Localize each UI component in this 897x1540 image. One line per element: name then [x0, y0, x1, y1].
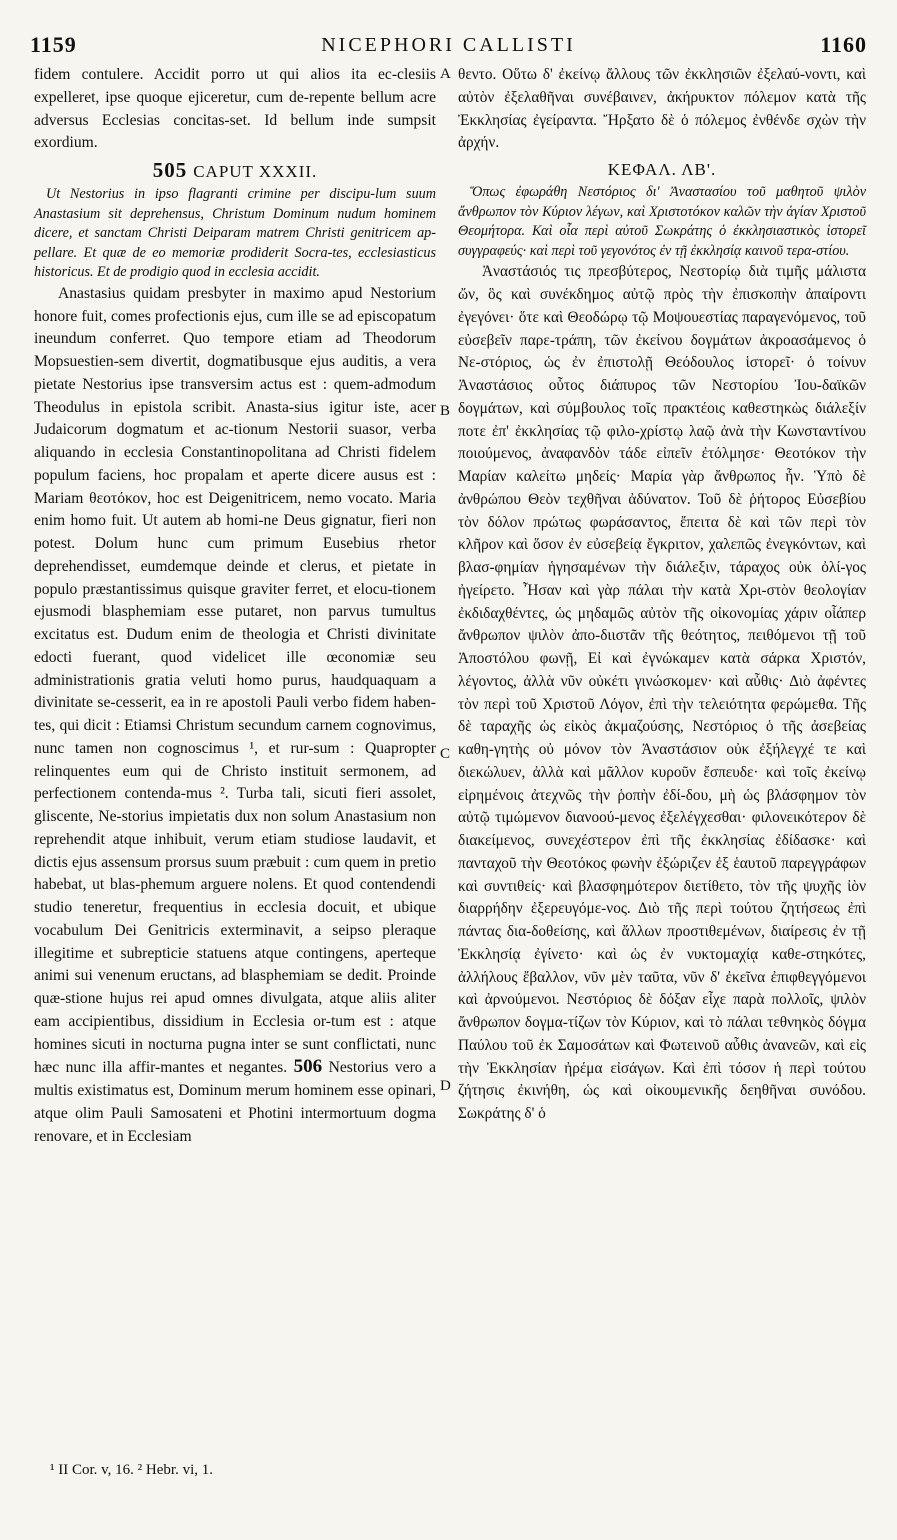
- latin-body-text: [34, 283, 436, 1149]
- latin-opening: fidem contulere. Accidit porro ut qui alios ita ec-clesiis expelleret, ipse quoque ejiceretur, cum de-repente bellum acre adversus Ecclesias concitas-set. Id bellum inde sumpsit exordium.: [34, 66, 436, 152]
- latin-section-marker: 506: [293, 1056, 323, 1078]
- latin-chapter-summary: Ut Nestorius in ipso flagranti crimine per discipu-lum suum Anastasium sit deprehensus, Christum Dominum nudum hominem dicere, et sanctam Christi Deiparam matrem Christi genitricem ap-pellare. Et quæ de eo memoriæ prodiderit Socra-tes, ecclesiasticus historicus. Et de prodigio quod in ecclesia accidit.: [34, 186, 436, 281]
- running-title: NICEPHORI CALLISTI: [321, 34, 576, 56]
- latin-column: [34, 64, 436, 1148]
- latin-body-part-2: Nestorius vero a multis existimatus est, Dominum merum hominem esse opinari, atque olim Pauli Samosateni et Photini intermortuum dogma renovare, et in Ecclesiam: [34, 1059, 437, 1145]
- page-header: [26, 32, 871, 62]
- latin-chapter-title: CAPUT XXXII.: [193, 162, 318, 181]
- margin-letter-d: D: [440, 1078, 451, 1094]
- greek-column: [458, 64, 866, 1126]
- page-number-right: 1160: [820, 32, 867, 57]
- page-number-left: 1159: [30, 32, 77, 57]
- margin-letter-a: A: [440, 66, 451, 82]
- margin-letter-c: C: [440, 746, 451, 762]
- greek-opening: θεντο. Οὕτω δ' ἐκείνῳ ἄλλους τῶν ἐκκλησιῶν ἐξελαύ-νοντι, καὶ αὐτὸν ἐξελαθῆναι συνέβαινεν, ἀκήρυκτον πόλεμον κατὰ τῆς Ἐκκλησίας ἐγείραντα. Ἤρξατο δὲ ὁ πόλεμος ἐνθένδε σχὼν τὴν ἀρχήν.: [458, 66, 866, 152]
- latin-chapter-number: 505: [152, 158, 188, 182]
- greek-body-text: Ἀναστάσιός τις πρεσβύτερος, Νεστορίῳ διὰ τιμῆς μάλιστα ὤν, ὃς καὶ συνέκδημος αὐτῷ πρὸς τὴν ἐπισκοπὴν ἀπαίροντι ἐγεγόνει· ὅτε καὶ Θεοδώρῳ τῷ Μοψουεστίας παραγενόμενος, τοῦ εὐσεβεῖν παρε-τράπη, τῶν ἐκείνου δογμάτων ἀκροασάμενος ὁ Νε-στόριος, ὡς ἐν ἐπιστολῇ Θεόδουλος ἱστορεῖ· ὁ τοίνυν Ἀναστάσιος οὗτος διάπυρος τῶν Νεστορίου Ἰου-δαϊκῶν δογμάτων, καὶ σύμβουλος τοῖς πρακτέοις καθεστηκὼς διάλεξίν ποτε ἐπ' ἐκκλησίας τῷ φιλο-χρίστῳ λαῷ ἀνὰ τὴν Κωνσταντίνου ποιούμενος, ἀναφανδὸν τάδε εἰπεῖν ἐτόλμησε· Θεοτόκον τὴν Μαρίαν καλείτω μηδείς· Μαρία γὰρ ἄνθρωπος ἦν. Ὑπὸ δὲ ἀνθρώπου Θεὸν τεχθῆναι ἀδύνατον. Τοῦ δὲ ῥήτορος Εὐσεβίου τὸν δόλον πρώτως φωράσαντος, ἔπειτα δὲ καὶ τῶν περὶ τὸν κλῆρον καὶ ὅσον ἐν εὐσεβείᾳ ἔγκριτον, χαλεπῶς ἐνεγκόντων, καὶ βλασ-φημίαν ἡγησαμένων τὴν διάλεξιν, τάραχος οὐκ ὀλί-γος ἠγείρετο. Ἦσαν καὶ γὰρ πάλαι τὴν κατὰ Χρι-στὸν θεολογίαν ἐκδιδαχθέντες, ὡς μηδαμῶς αὐτὸν τῆς οἰκονομίας χάριν οἷάπερ ἄνθρωπον ψιλὸν ἀπο-διιστᾶν τῆς θεότητος, πειθόμενοι τῇ τοῦ Ἀποστόλου φωνῇ, Εἰ καὶ ἐγνώκαμεν κατὰ σάρκα Χριστόν, λέγοντος, ἀλλὰ νῦν οὐκέτι γινώσκομεν· καὶ αὖθις· Διὸ ἀφέντες τὸν περὶ τοῦ Χριστοῦ Λόγον, ἐπὶ τὴν τελειότητα φερώμεθα. Τῆς δὲ ταραχῆς ὡς εἰκὸς ἀκμαζούσης, Νεστόριος ὁ τῆς ἀσεβείας καθη-γητὴς οὐ μόνον τὸν Ἀναστάσιον οὐκ ἐξήλεγχέ τε καὶ διεκώλυεν, ἀλλὰ καὶ μᾶλλον κυροῦν ἔσπευδε· καὶ τοῖς ἐκείνῳ εἰρημένοις ἀτεχνῶς τὴν ῥοπὴν ἐδί-δου, μὴ ὡς βλάσφημον τὸν αὐτῷ τιμώμενον διανοού-μενος ἐξελέγχεσθαι· φιλονεικότερον δὲ διακείμενος, συνεχέστερον ἐπὶ τῆς ἐκκλησίας ἐδίδασκε· καὶ πανταχοῦ τὴν Θεοτόκος φωνὴν ἐξώριζεν ἐξ ἑαυτοῦ παρεγγράφων καὶ συντιθείς· καὶ βλασφημότερον διετίθετο, τὸν τῆς ψυχῆς ἰὸν διαρρήδην ἐξερευγόμε-νος. Διὸ τῆς περὶ τούτου ζητήσεως ἐπὶ πάντας δια-δοθείσης, καὶ ἄλλων προστιθεμένων, διαίρεσις ἐν τῇ Ἐκκλησίᾳ ἐγίνετο· καὶ ὡς ἐν νυκτομαχίᾳ καθε-στηκότες, ἀλλήλους ἔβαλλον, νῦν μὲν ταῦτα, νῦν δ' ἐκεῖνα ἐπιφθεγγόμενοι καὶ ἀρνούμενοι. Νεστόριος δὲ δόξαν εἶχε παρὰ πολλοῖς, ψιλὸν ἄνθρωπον δογμα-τίζων τὸν Κύριον, καὶ τὸ πάλαι τεθνηκὸς δόγμα Παύλου τοῦ ἐκ Σαμοσάτων καὶ Φωτεινοῦ αὖθις ἀνανεῶν, καὶ εἰς τὴν Ἐκκλησίαν ἠρέμα εἰσάγων. Καὶ ἐπὶ τόσον ἡ περὶ τούτου ζήτησις ἐκινήθη, ὡς καὶ οἰκουμενικῆς δεηθῆναι συνόδου. Σωκράτης δ' ὁ: [458, 263, 866, 1123]
- margin-letter-b: B: [440, 403, 451, 419]
- greek-chapter-summary: Ὅπως ἐφωράθη Νεστόριος δι' Ἀναστασίου τοῦ μαθητοῦ ψιλὸν ἄνθρωπον τὸν Κύριον λέγων, καὶ Χριστοτόκον καλῶν τὴν ἁγίαν Χριστοῦ Θεομήτορα. Καὶ οἷα περὶ αὐτοῦ Σωκράτης ὁ ἐκκλησιαστικὸς ἱστορεῖ συγγραφεύς· καὶ περὶ τοῦ γεγονότος ἐν τῇ ἐκκλησίᾳ καινοῦ τερα-στίου.: [458, 184, 866, 259]
- latin-body-part-1: Anastasius quidam presbyter in maximo apud Nestorium honore fuit, comes profectionis ejus, cum ille se ad episcopatum ineundum conferret. Quo tempore etiam ad Theodorum Mopsuestien-sem divertit, dogmatibusque ejus auditis, a vera pietate Nestorius ipse transversim actus est : quem-admodum Theodulus in epistola scribit. Anasta-sius igitur iste, acer Judaicorum dogmatum et ac-tionum Nestorii suasor, verba aliquando in ecclesia Constantinopolitana ad Christi fidelem populum faciens, hoc propalam et aperte dicere ausus est : Mariam θεοτόκον, hoc est Deigenitricem, nemo vocato. Maria enim homo fuit. Ut autem ab homi-ne Deus gignatur, fieri non potest. Dolum hunc cum primum Eusebius rhetor deprehendisset, eumdemque deinde et clerus, et pietate in populo præstantissimus quisque graviter ferret, et elocu-tionem ejusmodi blasphemiam esse putaret, non parvus tumultus excitatus est. Dudum enim de theologia et Christi divinitate edocti fuerant, quod videlicet ille œconomiæ seu administrationis gratia veluti homo purus, haudquaquam a divinitate se-cesserit, ea in re apostoli Pauli verbo fidem haben-tes, qui dicit : Etiamsi Christum secundum carnem cognovimus, nunc tamen non cognoscimus ¹, et rur-sum : Quapropter relinquentes eum qui de Christo instituit sermonem, ad perfectionem contenda-mus ². Turba tali, sicuti fieri assolet, gliscente, Ne-storius impietatis dux non solum Anastasium non reprehendit atque inhibuit, verum etiam studiose laudavit, et dictis ejus assensum prorsus suum præbuit : cum quem in pretio habebat, ut blas-phemum arguere nolens. Et quod contendendi studio teneretur, frequentius in ecclesia docuit, et ubique vocabulum Dei Genitricis exterminavit, a seipso pleraque illegitime et subrepticie statuens atque contingens, aperteque animi sui venenum eructans, ad blasphemiam se dedit. Proinde quæ-stione hujus rei apud omnes divulgata, atque aliis aliter eam accipientibus, dissidium in Ecclesia or-tum est : atque homines sicuti in nocturna pugna inter se sunt conflictati, nunc hæc nunc illa affir-mantes et negantes.: [34, 284, 436, 1077]
- footnotes: ¹ II Cor. v, 16. ² Hebr. vi, 1.: [50, 1462, 214, 1478]
- latin-chapter-heading: [34, 157, 436, 185]
- greek-chapter-title: ΚΕΦΑΛ. ΛΒ'.: [607, 160, 717, 179]
